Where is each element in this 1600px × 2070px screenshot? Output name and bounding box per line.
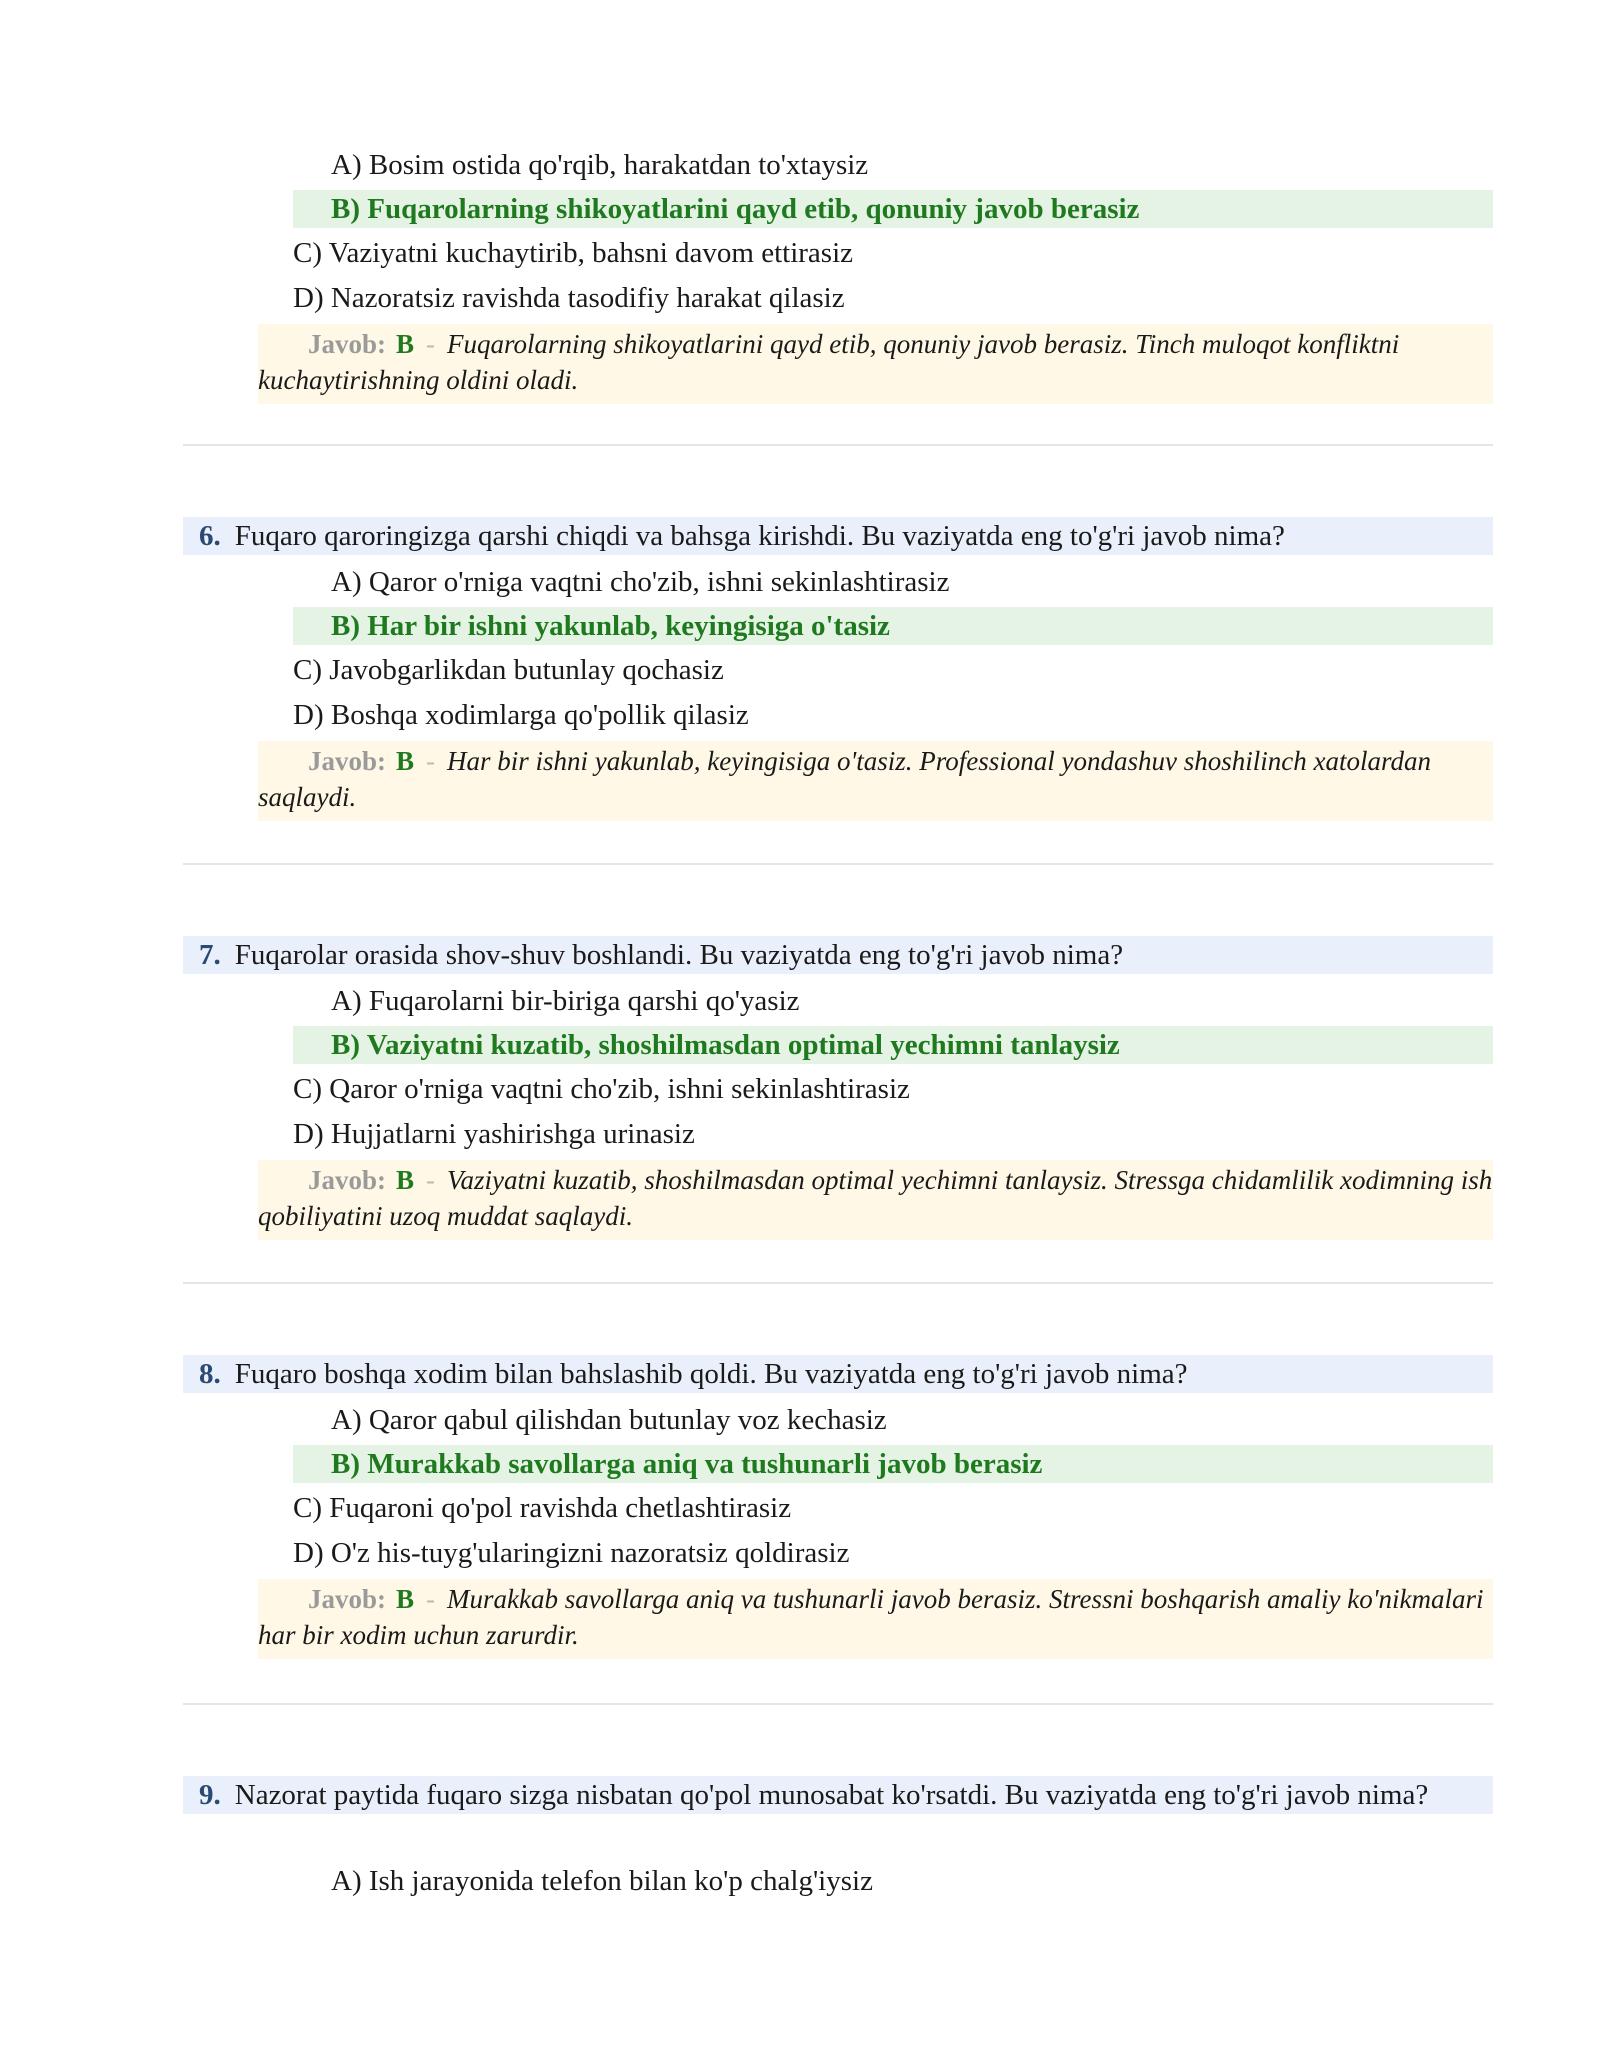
- option-a: A) Ish jarayonida telefon bilan ko'p chalg'iysiz: [331, 1865, 873, 1897]
- answer-dash: -: [426, 329, 436, 359]
- question-text: Nazorat paytida fuqaro sizga nisbatan qo'pol munosabat ko'rsatdi. Bu vaziyatda eng to'g'ri javob nima?: [234, 1779, 1429, 1811]
- answer-label: Javob:: [308, 1584, 387, 1614]
- answer-letter: B: [396, 1165, 415, 1195]
- question-text: Fuqaro qaroringizga qarshi chiqdi va bahsga kirishdi. Bu vaziyatda eng to'g'ri javob nima?: [234, 520, 1285, 552]
- option-b-correct: B) Vaziyatni kuzatib, shoshilmasdan optimal yechimni tanlaysiz: [293, 1026, 1493, 1064]
- question-text: Fuqaro boshqa xodim bilan bahslashib qoldi. Bu vaziyatda eng to'g'ri javob nima?: [234, 1358, 1188, 1390]
- option-d: D) O'z his-tuyg'ularingizni nazoratsiz qoldirasiz: [293, 1537, 850, 1569]
- answer-letter: B: [396, 746, 415, 776]
- question-header: [183, 936, 1493, 974]
- divider: [183, 1282, 1493, 1284]
- answer-letter: B: [396, 329, 415, 359]
- option-a: A) Qaror o'rniga vaqtni cho'zib, ishni sekinlashtirasiz: [331, 566, 950, 598]
- question-number: 7.: [199, 939, 221, 971]
- option-c: C) Javobgarlikdan butunlay qochasiz: [293, 654, 724, 686]
- answer-box: [258, 324, 1493, 404]
- option-b-correct: B) Murakkab savollarga aniq va tushunarli javob berasiz: [293, 1445, 1493, 1483]
- option-d: D) Boshqa xodimlarga qo'pollik qilasiz: [293, 699, 749, 731]
- answer-text: Vaziyatni kuzatib, shoshilmasdan optimal yechimni tanlaysiz. Stressga chidamlilik xodimning ish qobiliyatini uzoq muddat saqlaydi.: [258, 1165, 1493, 1231]
- option-a: A) Fuqarolarni bir-biriga qarshi qo'yasiz: [331, 985, 800, 1017]
- answer-box: [258, 1160, 1493, 1240]
- option-c: C) Qaror o'rniga vaqtni cho'zib, ishni sekinlashtirasiz: [293, 1073, 910, 1105]
- answer-dash: -: [426, 1165, 436, 1195]
- question-number: 9.: [199, 1779, 221, 1811]
- question-number: 8.: [199, 1358, 221, 1390]
- option-d: D) Hujjatlarni yashirishga urinasiz: [293, 1118, 695, 1150]
- option-b-correct: B) Har bir ishni yakunlab, keyingisiga o'tasiz: [293, 607, 1493, 645]
- option-c: C) Vaziyatni kuchaytirib, bahsni davom ettirasiz: [293, 237, 853, 269]
- answer-letter: B: [396, 1584, 415, 1614]
- answer-box: [258, 1579, 1493, 1659]
- question-header: [183, 517, 1493, 555]
- option-b-correct: B) Fuqarolarning shikoyatlarini qayd etib, qonuniy javob berasiz: [293, 190, 1493, 228]
- answer-label: Javob:: [308, 746, 387, 776]
- answer-label: Javob:: [308, 1165, 387, 1195]
- question-header: [183, 1776, 1493, 1814]
- answer-dash: -: [426, 1584, 436, 1614]
- divider: [183, 1703, 1493, 1705]
- divider: [183, 863, 1493, 865]
- question-text: Fuqarolar orasida shov-shuv boshlandi. Bu vaziyatda eng to'g'ri javob nima?: [234, 939, 1124, 971]
- question-number: 6.: [199, 520, 221, 552]
- question-header: [183, 1355, 1493, 1393]
- answer-box: [258, 741, 1493, 821]
- option-d: D) Nazoratsiz ravishda tasodifiy harakat qilasiz: [293, 282, 845, 314]
- option-a: A) Bosim ostida qo'rqib, harakatdan to'xtaysiz: [331, 149, 869, 181]
- answer-label: Javob:: [308, 329, 387, 359]
- answer-text: Murakkab savollarga aniq va tushunarli javob berasiz. Stressni boshqarish amaliy ko'nikmalari har bir xodim uchun zarurdir.: [258, 1584, 1484, 1650]
- answer-dash: -: [426, 746, 436, 776]
- option-c: C) Fuqaroni qo'pol ravishda chetlashtirasiz: [293, 1492, 792, 1524]
- divider: [183, 444, 1493, 446]
- answer-text: Fuqarolarning shikoyatlarini qayd etib, qonuniy javob berasiz. Tinch muloqot konfliktni kuchaytirishning oldini oladi.: [258, 329, 1400, 395]
- answer-text: Har bir ishni yakunlab, keyingisiga o'tasiz. Professional yondashuv shoshilinch xatolardan saqlaydi.: [258, 746, 1432, 812]
- option-a: A) Qaror qabul qilishdan butunlay voz kechasiz: [331, 1404, 887, 1436]
